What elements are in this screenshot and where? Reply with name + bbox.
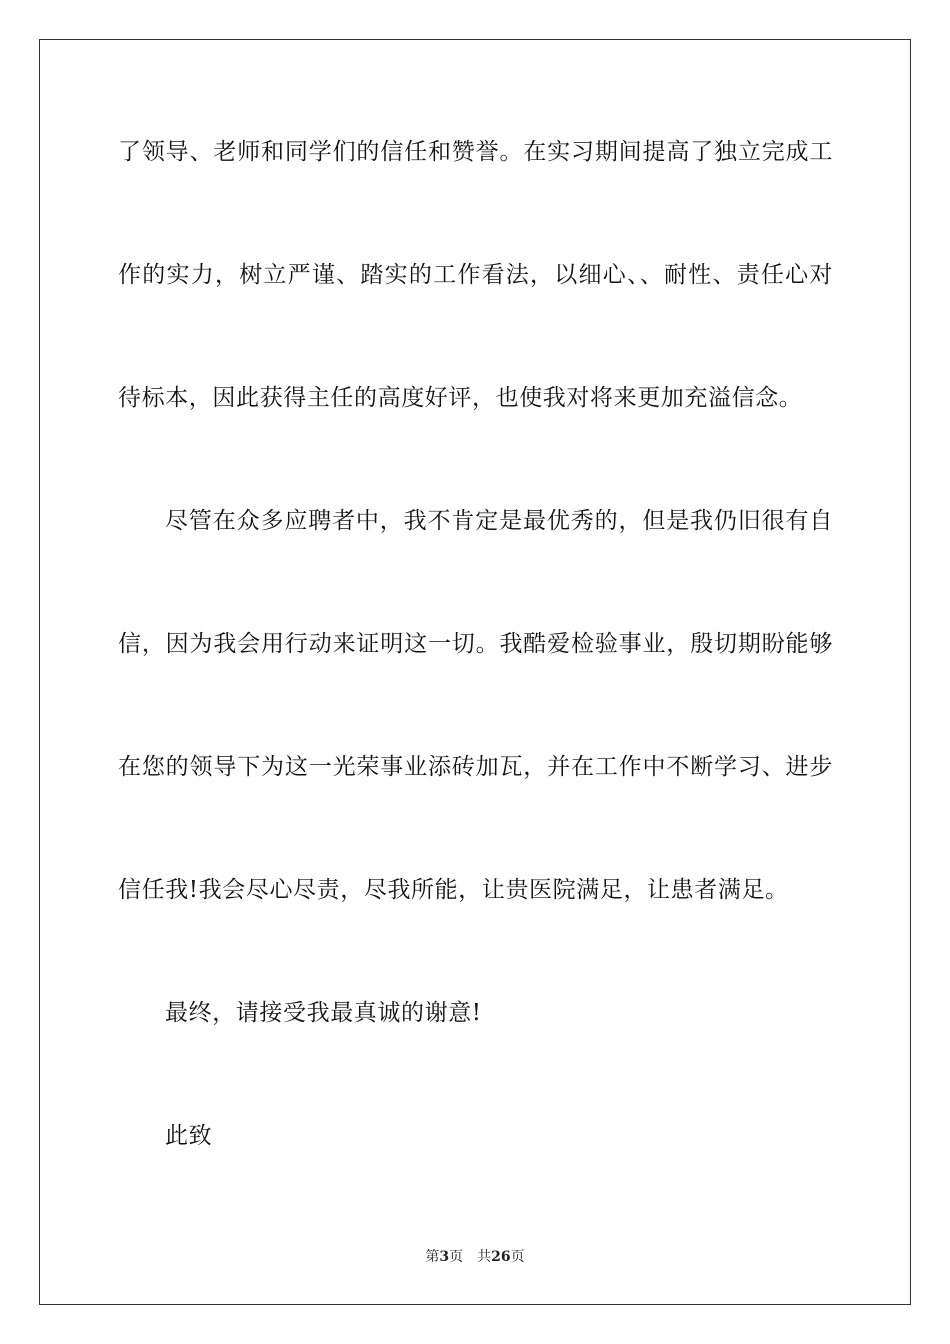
page-prefix: 第 — [425, 1249, 440, 1265]
total-suffix: 页 — [510, 1249, 525, 1265]
paragraph-2-line-2: 信，因为我会用行动来证明这一切。我酷爱检验事业，殷切期盼能够 — [118, 631, 833, 657]
paragraph-2-line-3: 在您的领导下为这一光荣事业添砖加瓦，并在工作中不断学习、进步 — [118, 754, 833, 780]
page-footer — [0, 1248, 950, 1266]
paragraph-2-line-4: 信任我!我会尽心尽责，尽我所能，让贵医院满足，让患者满足。 — [118, 877, 789, 903]
page-number: 3 — [439, 1249, 450, 1265]
total-prefix: 共 — [477, 1249, 492, 1265]
page-suffix: 页 — [449, 1249, 464, 1265]
page-border — [39, 39, 911, 1305]
paragraph-1-line-3: 待标本，因此获得主任的高度好评，也使我对将来更加充溢信念。 — [118, 385, 803, 411]
paragraph-2-line-1: 尽管在众多应聘者中，我不肯定是最优秀的，但是我仍旧很有自 — [165, 508, 833, 534]
paragraph-1-line-1: 了领导、老师和同学们的信任和赞誉。在实习期间提高了独立完成工 — [118, 139, 833, 165]
total-pages: 26 — [491, 1249, 511, 1265]
closing-line: 最终，请接受我最真诚的谢意! — [165, 1000, 482, 1026]
paragraph-1-line-2: 作的实力，树立严谨、踏实的工作看法，以细心、、耐性、责任心对 — [118, 262, 833, 288]
salutation-line: 此致 — [165, 1123, 213, 1149]
